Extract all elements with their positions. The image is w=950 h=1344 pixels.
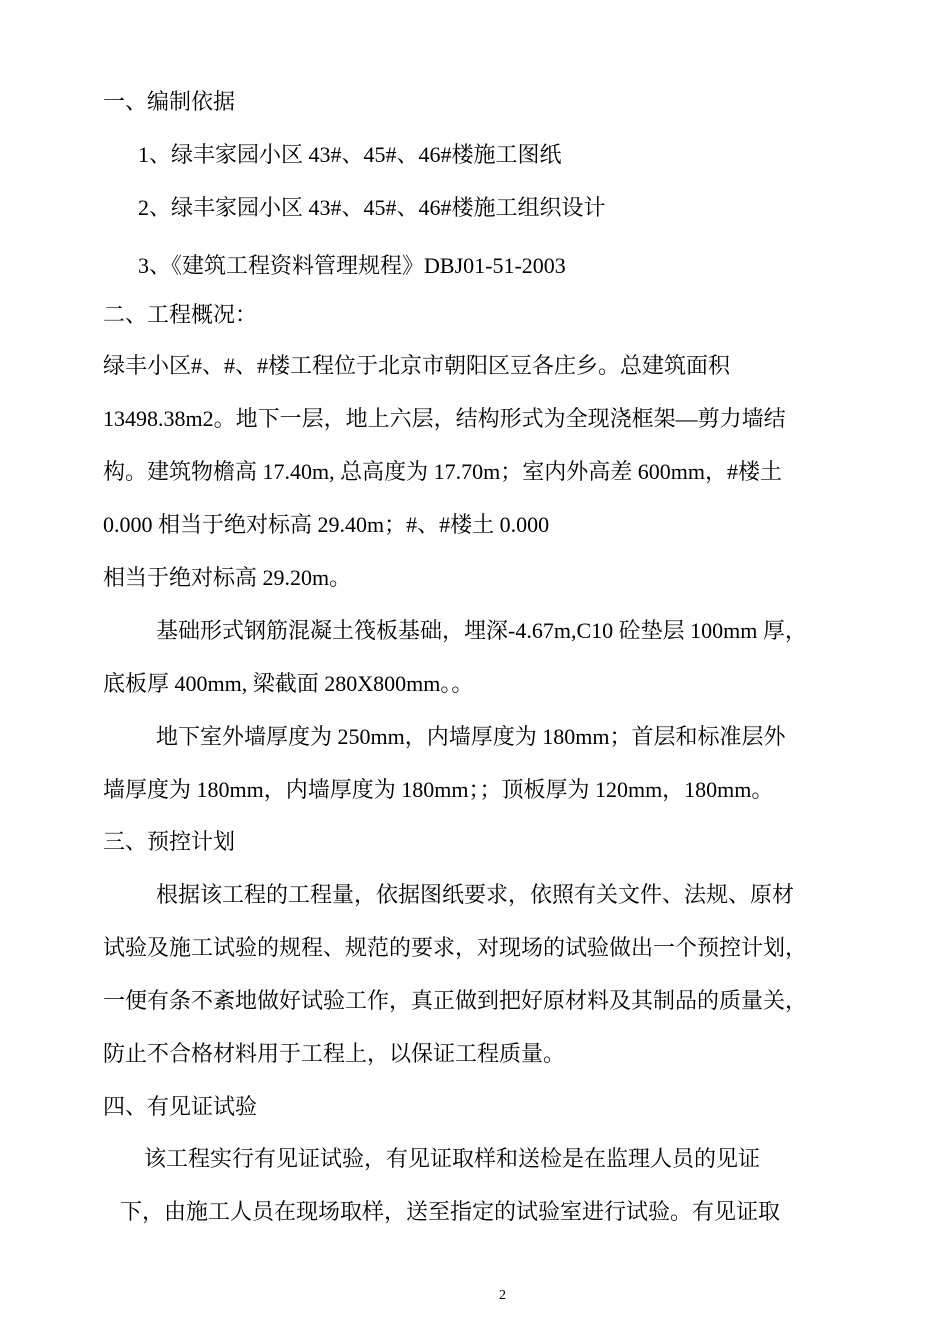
- basis-item-2: 2、绿丰家园小区 43#、45#、46#楼施工组织设计: [138, 195, 606, 220]
- section-heading-overview: 二、工程概况：: [103, 302, 258, 327]
- section-heading-precontrol: 三、预控计划: [103, 829, 236, 854]
- precontrol-paragraph-line: 根据该工程的工程量，依据图纸要求，依照有关文件、法规、原材: [156, 882, 795, 907]
- walls-paragraph-line: 地下室外墙厚度为 250mm，内墙厚度为 180mm；首层和标准层外: [156, 724, 786, 749]
- foundation-paragraph-line: 底板厚 400mm, 梁截面 280X800mm。。: [103, 671, 474, 696]
- precontrol-paragraph-line: 防止不合格材料用于工程上，以保证工程质量。: [103, 1041, 566, 1066]
- overview-paragraph-line: 13498.38m2。地下一层，地上六层，结构形式为全现浇框架—剪力墙结: [103, 406, 786, 431]
- basis-item-3: 3、《建筑工程资料管理规程》DBJ01-51-2003: [138, 253, 566, 278]
- precontrol-paragraph-line: 试验及施工试验的规程、规范的要求，对现场的试验做出一个预控计划，: [103, 935, 808, 960]
- section-heading-witness-test: 四、有见证试验: [103, 1094, 258, 1119]
- precontrol-paragraph-line: 一便有条不紊地做好试验工作，真正做到把好原材料及其制品的质量关，: [103, 988, 808, 1013]
- foundation-paragraph-line: 基础形式钢筋混凝土筏板基础，埋深-4.67m,C10 砼垫层 100mm 厚，: [156, 618, 807, 643]
- section-heading-basis: 一、编制依据: [103, 89, 236, 114]
- overview-paragraph-line: 构。建筑物檐高 17.40m, 总高度为 17.70m；室内外高差 600mm，#楼土: [103, 459, 782, 484]
- overview-paragraph-line: 相当于绝对标高 29.20m。: [103, 565, 352, 590]
- overview-paragraph-line: 0.000 相当于绝对标高 29.40m；#、#楼土 0.000: [103, 512, 550, 537]
- page-number: 2: [499, 1288, 506, 1303]
- walls-paragraph-line: 墙厚度为 180mm，内墙厚度为 180mm；；顶板厚为 120mm，180mm。: [103, 777, 774, 802]
- basis-item-1: 1、绿丰家园小区 43#、45#、46#楼施工图纸: [138, 142, 562, 167]
- witness-paragraph-line: 该工程实行有见证试验，有见证取样和送检是在监理人员的见证: [144, 1146, 761, 1171]
- overview-paragraph-line: 绿丰小区#、#、#楼工程位于北京市朝阳区豆各庄乡。总建筑面积: [103, 353, 731, 378]
- witness-paragraph-line: 下，由施工人员在现场取样，送至指定的试验室进行试验。有见证取: [120, 1199, 781, 1224]
